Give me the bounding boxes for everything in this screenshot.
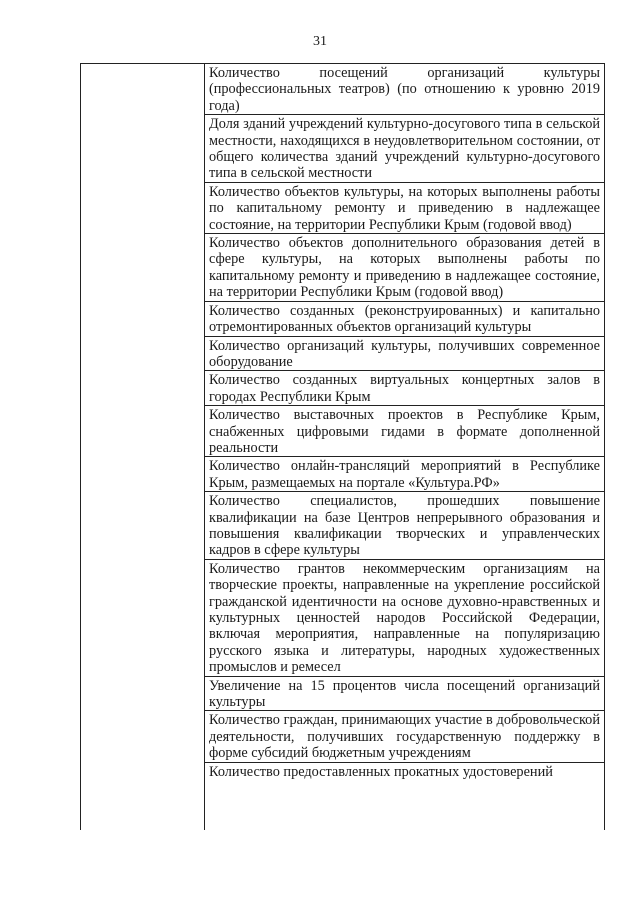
table-right-column — [205, 64, 604, 830]
table-row: Количество созданных (реконструированных) и капитально отремонтированных объектов организаций культуры — [205, 302, 604, 337]
table-row: Количество предоставленных прокатных удостоверений — [209, 763, 553, 780]
table-row: Количество объектов дополнительного образования детей в сфере культуры, на которых выполнены работы по капитальному ремонту и приведению в надлежащее состояние, на территории Республики Крым (годовой ввод) — [205, 234, 604, 302]
table-row: Количество посещений организаций культуры (профессиональных театров) (по отношению к уровню 2019 года) — [205, 64, 604, 115]
table-row: Количество грантов некоммерческим организациям на творческие проекты, направленные на укрепление российской гражданской идентичности на основе духовно-нравственных и культурных ценностей народов Российской Федерации, включая мероприятия, направленные на популяризацию русского языка и литературы, народных художественных промыслов и ремесел — [205, 560, 604, 677]
table-row: Количество объектов культуры, на которых выполнены работы по капитальному ремонту и приведению в надлежащее состояние, на территории Республики Крым (годовой ввод) — [205, 183, 604, 234]
table-row: Количество онлайн-трансляций мероприятий в Республике Крым, размещаемых на портале «Культура.РФ» — [205, 457, 604, 492]
table-row: Количество граждан, принимающих участие в добровольческой деятельности, получивших государственную поддержку в форме субсидий бюджетным учреждениям — [205, 711, 604, 762]
table-left-column — [81, 64, 205, 830]
table-row: Количество выставочных проектов в Республике Крым, снабженных цифровыми гидами в формате дополненной реальности — [205, 406, 604, 457]
page-number: 31 — [313, 34, 327, 49]
table-row: Увеличение на 15 процентов числа посещений организаций культуры — [205, 677, 604, 712]
table-row: Доля зданий учреждений культурно-досугового типа в сельской местности, находящихся в неудовлетворительном состоянии, от общего количества зданий учреждений культурно-досугового типа в сельской местности — [205, 115, 604, 183]
table-row: Количество организаций культуры, получивших современное оборудование — [205, 337, 604, 372]
indicators-table — [80, 63, 605, 830]
table-row: Количество созданных виртуальных концертных залов в городах Республики Крым — [205, 371, 604, 406]
table-row: Количество специалистов, прошедших повышение квалификации на базе Центров непрерывного образования и повышения квалификации творческих и управленческих кадров в сфере культуры — [205, 492, 604, 560]
